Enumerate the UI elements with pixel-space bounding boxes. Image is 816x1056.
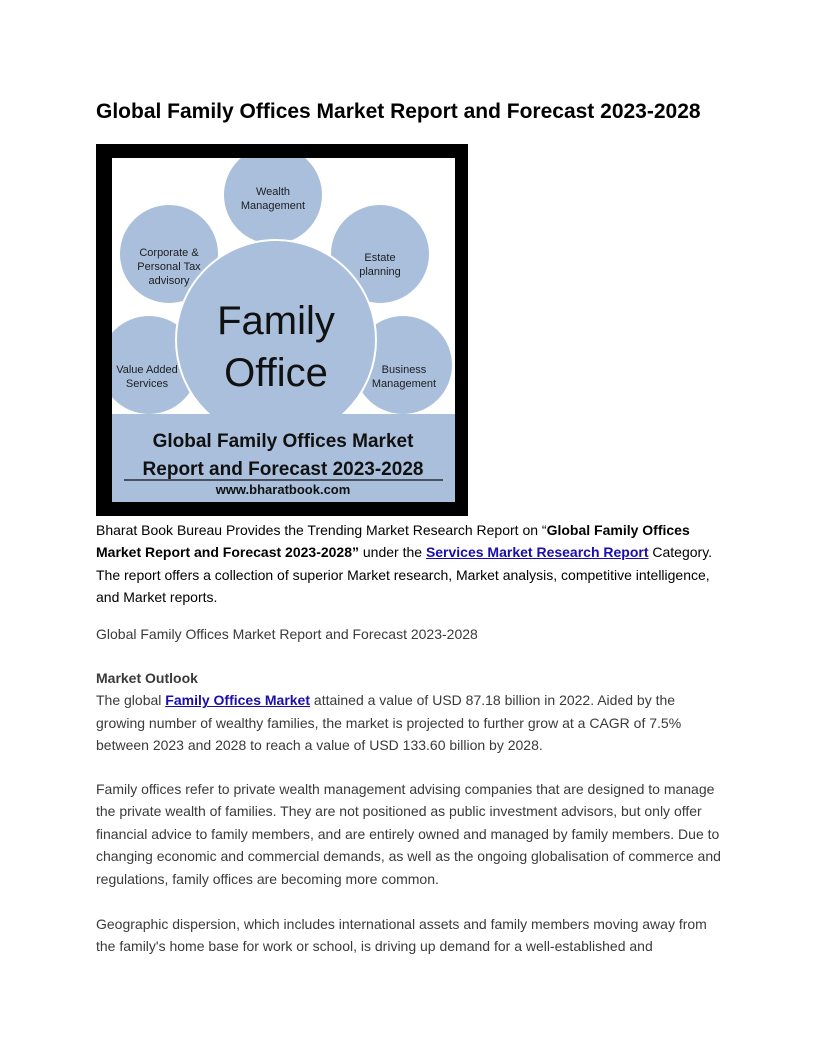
market-outlook-section: [96, 667, 726, 757]
services-category-link[interactable]: Services Market Research Report: [425, 544, 649, 561]
outlook-lead: The global: [96, 692, 166, 709]
bubble-tax-label-1: Corporate &: [139, 247, 199, 259]
banner-website: www.bharatbook.com: [215, 482, 351, 497]
center-label-1: Family: [217, 299, 335, 343]
intro-lead: Bharat Book Bureau Provides the Trending Market Research Report on “: [96, 522, 547, 538]
family-offices-market-link[interactable]: Family Offices Market: [165, 692, 311, 709]
intro-paragraph: [96, 519, 726, 609]
center-label-2: Office: [224, 351, 328, 395]
banner-line-1: Global Family Offices Market: [152, 431, 414, 452]
bubble-tax-label-3: advisory: [148, 275, 190, 287]
intro-under-the: under the: [359, 544, 426, 561]
report-subtitle: Global Family Offices Market Report and Forecast 2023-2028: [96, 626, 478, 642]
bubble-wealth-label-2: Management: [240, 200, 306, 212]
bubble-value-label-2: Services: [125, 378, 169, 390]
cover-image: [96, 144, 468, 516]
outlook-text: attained a value of USD 87.18 billion in 2022. Aided by the growing number of wealthy families, the market is projected to further grow at a CAGR of 7.5% between 2023 and 2028 to reach a value of USD 133.60 billion by 2028.: [96, 692, 682, 754]
definition-paragraph: Family offices refer to private wealth management advising companies that are designed to manage the private wealth of families. They are not positioned as public investment advisors, but only offer financial advice to family members, and are entirely owned and managed by family members. Due to changing economic and commercial demands, as well as the ongoing globalisation of commerce and regulations, family offices are becoming more common.: [96, 781, 721, 887]
bubble-estate-label-1: Estate: [364, 252, 396, 264]
bubble-business-label-2: Management: [371, 378, 437, 390]
page-title: Global Family Offices Market Report and Forecast 2023-2028: [96, 100, 701, 123]
geographic-paragraph: Geographic dispersion, which includes international assets and family members moving away from the family's home base for work or school, is driving up demand for a well-established and: [96, 916, 707, 955]
bubble-value-label-1: Value Added: [116, 364, 178, 376]
banner-line-2: Report and Forecast 2023-2028: [142, 459, 424, 480]
intro-tail: Category. The report offers a collection of superior Market research, Market analysis, competitive intelligence, and Market reports.: [96, 544, 713, 606]
family-office-diagram: [112, 158, 455, 502]
bubble-tax-label-2: Personal Tax: [137, 261, 201, 273]
intro-report-title: Global Family Offices Market Report and Forecast 2023-2028”: [96, 522, 690, 561]
bubble-business-label-1: Business: [381, 364, 427, 376]
bubble-estate-label-2: planning: [359, 266, 401, 278]
market-outlook-heading: Market Outlook: [96, 670, 198, 686]
bubble-wealth-label-1: Wealth: [255, 186, 291, 198]
